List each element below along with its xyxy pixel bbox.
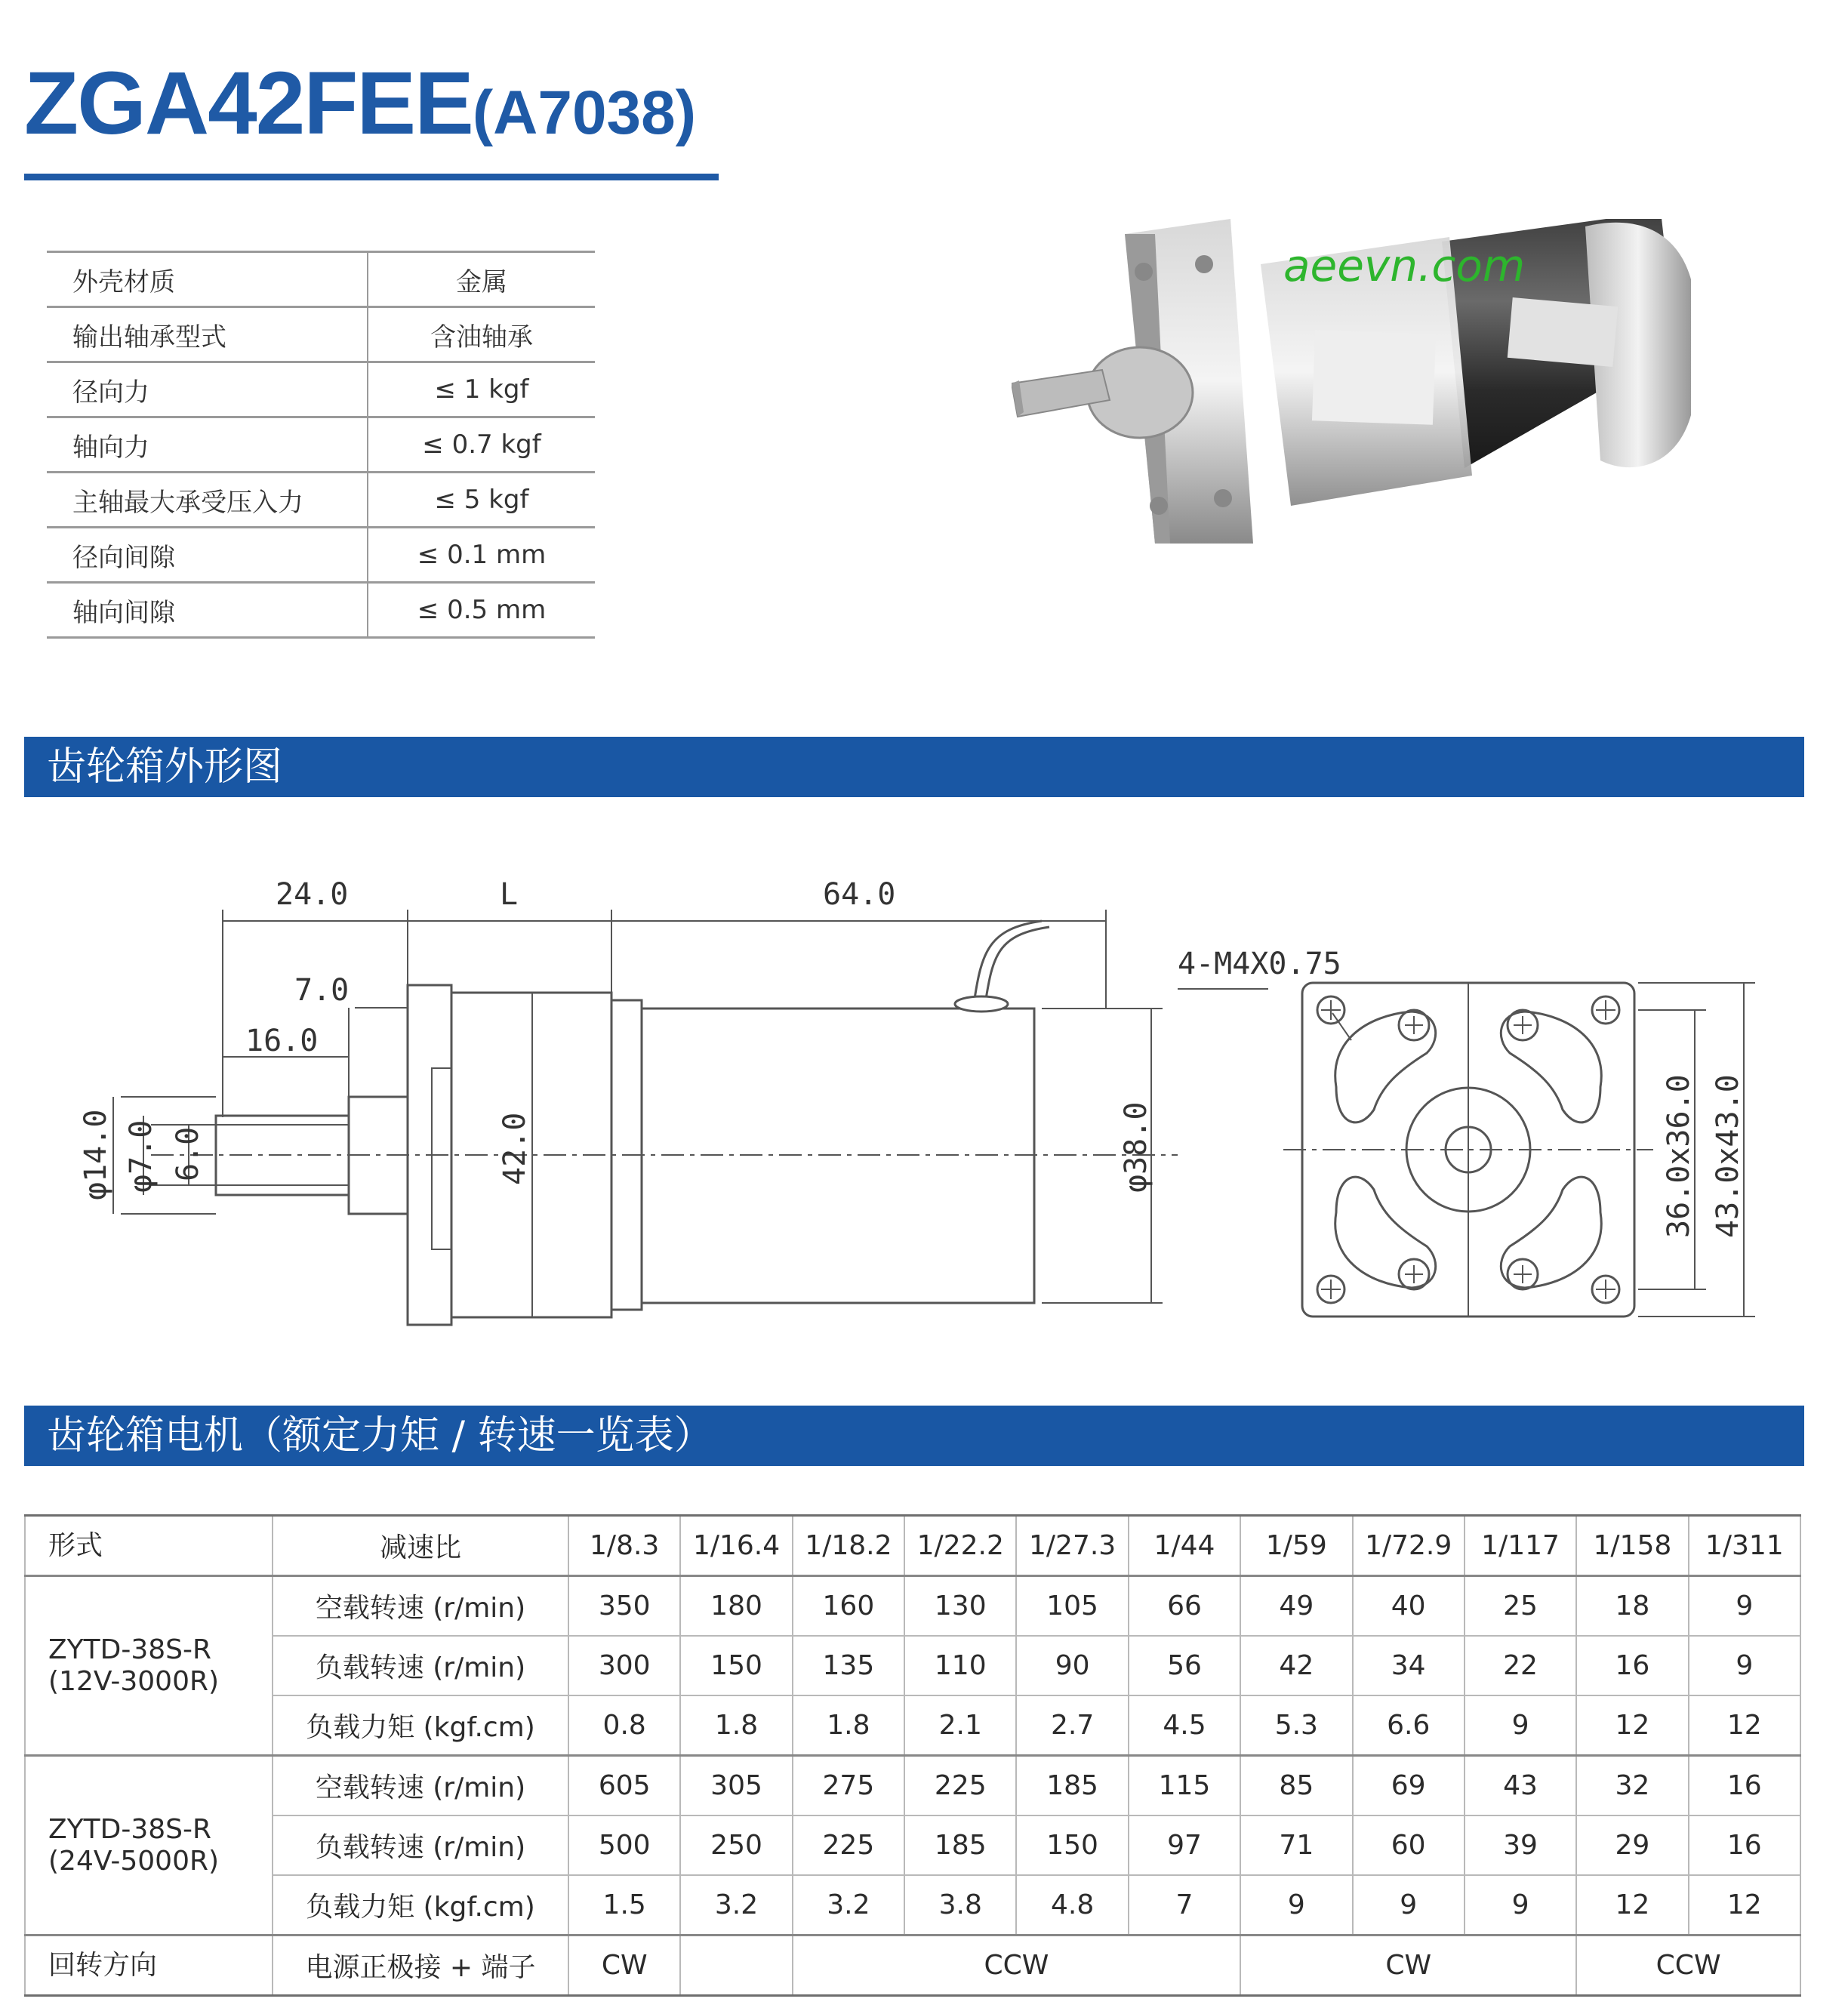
value-cell: 150 <box>1016 1815 1128 1875</box>
page-title <box>24 54 697 153</box>
value-cell: 2.1 <box>904 1695 1016 1756</box>
dim-36: 36.0x36.0 <box>1662 1074 1696 1238</box>
value-cell: 500 <box>568 1815 680 1875</box>
section-header-outline <box>24 737 1804 797</box>
row-label: 负载力矩 (kgf.cm) <box>273 1875 568 1936</box>
value-cell: 40 <box>1353 1576 1465 1637</box>
value-cell: 225 <box>793 1815 904 1875</box>
value-cell: 56 <box>1129 1636 1240 1695</box>
ratio-cell: 1/311 <box>1689 1516 1800 1576</box>
rotation-row <box>25 1936 1800 1996</box>
dim-42: 42.0 <box>497 1112 532 1185</box>
spec-key: 径向间隙 <box>47 528 368 583</box>
rotation-cell: CCW <box>793 1936 1240 1996</box>
dim-phi14: φ14.0 <box>79 1109 113 1200</box>
value-cell: 4.5 <box>1129 1695 1240 1756</box>
row-label: 负载力矩 (kgf.cm) <box>273 1695 568 1756</box>
value-cell: 29 <box>1576 1815 1688 1875</box>
section-title: 齿轮箱电机（额定力矩 / 转速一览表） <box>47 1413 713 1458</box>
value-cell: 3.2 <box>680 1875 792 1936</box>
value-cell: 275 <box>793 1756 904 1816</box>
value-cell: 7 <box>1129 1875 1240 1936</box>
value-cell: 69 <box>1353 1756 1465 1816</box>
value-cell: 9 <box>1465 1695 1576 1756</box>
dim-l: L <box>500 877 519 912</box>
value-cell: 1.8 <box>793 1695 904 1756</box>
value-cell: 9 <box>1689 1636 1800 1695</box>
value-cell: 49 <box>1240 1576 1352 1637</box>
spec-row <box>47 528 595 583</box>
value-cell: 22 <box>1465 1636 1576 1695</box>
table-row <box>25 1815 1800 1875</box>
section-header-table <box>24 1406 1804 1466</box>
spec-value: ≤ 0.7 kgf <box>368 417 595 473</box>
value-cell: 12 <box>1576 1695 1688 1756</box>
value-cell: 305 <box>680 1756 792 1816</box>
model-spec: (24V-5000R) <box>48 1845 220 1877</box>
ratio-cell: 1/27.3 <box>1016 1516 1128 1576</box>
dim-7: 7.0 <box>294 973 350 1008</box>
value-cell: 12 <box>1576 1875 1688 1936</box>
value-cell: 2.7 <box>1016 1695 1128 1756</box>
ratio-cell: 1/158 <box>1576 1516 1688 1576</box>
ratio-cell: 1/117 <box>1465 1516 1576 1576</box>
value-cell: 18 <box>1576 1576 1688 1637</box>
value-cell: 185 <box>1016 1756 1128 1816</box>
rotation-cell: CW <box>1240 1936 1576 1996</box>
dim-phi38: φ38.0 <box>1119 1101 1153 1193</box>
rotation-cell: CW <box>568 1936 680 1996</box>
spec-row <box>47 473 595 528</box>
ratio-cell: 1/18.2 <box>793 1516 904 1576</box>
ratio-cell: 1/8.3 <box>568 1516 680 1576</box>
row-label: 空载转速 (r/min) <box>273 1756 568 1816</box>
value-cell: 71 <box>1240 1815 1352 1875</box>
value-cell: 60 <box>1353 1815 1465 1875</box>
value-cell: 97 <box>1129 1815 1240 1875</box>
spec-value: ≤ 0.1 mm <box>368 528 595 583</box>
table-row <box>25 1756 1800 1816</box>
value-cell: 160 <box>793 1576 904 1637</box>
dim-24: 24.0 <box>276 877 349 912</box>
value-cell: 115 <box>1129 1756 1240 1816</box>
rotation-sub: 电源正极接 + 端子 <box>273 1936 568 1996</box>
table-row <box>25 1695 1800 1756</box>
value-cell: 0.8 <box>568 1695 680 1756</box>
value-cell: 39 <box>1465 1815 1576 1875</box>
ratio-cell: 1/22.2 <box>904 1516 1016 1576</box>
value-cell: 605 <box>568 1756 680 1816</box>
value-cell: 180 <box>680 1576 792 1637</box>
value-cell: 6.6 <box>1353 1695 1465 1756</box>
value-cell: 4.8 <box>1016 1875 1128 1936</box>
spec-value: 金属 <box>368 252 595 307</box>
dim-16: 16.0 <box>245 1024 319 1058</box>
value-cell: 85 <box>1240 1756 1352 1816</box>
model-name: ZYTD-38S-R <box>48 1813 212 1845</box>
model-cell <box>25 1756 273 1936</box>
value-cell: 43 <box>1465 1756 1576 1816</box>
value-cell: 16 <box>1689 1815 1800 1875</box>
ratio-cell: 1/44 <box>1129 1516 1240 1576</box>
spec-key: 主轴最大承受压入力 <box>47 473 368 528</box>
value-cell: 3.8 <box>904 1875 1016 1936</box>
value-cell: 90 <box>1016 1636 1128 1695</box>
spec-key: 径向力 <box>47 362 368 417</box>
value-cell: 9 <box>1689 1576 1800 1637</box>
spec-key: 轴向力 <box>47 417 368 473</box>
ratio-cell: 1/59 <box>1240 1516 1352 1576</box>
value-cell: 66 <box>1129 1576 1240 1637</box>
dim-43: 43.0x43.0 <box>1711 1074 1745 1238</box>
spec-value: ≤ 1 kgf <box>368 362 595 417</box>
model-cell <box>25 1576 273 1756</box>
value-cell: 150 <box>680 1636 792 1695</box>
table-row <box>25 1576 1800 1637</box>
value-cell: 12 <box>1689 1695 1800 1756</box>
value-cell: 350 <box>568 1576 680 1637</box>
value-cell: 1.8 <box>680 1695 792 1756</box>
spec-row <box>47 362 595 417</box>
spec-key: 外壳材质 <box>47 252 368 307</box>
value-cell: 25 <box>1465 1576 1576 1637</box>
value-cell: 16 <box>1689 1756 1800 1816</box>
table-row <box>25 1636 1800 1695</box>
spec-value: ≤ 5 kgf <box>368 473 595 528</box>
row-label: 负载转速 (r/min) <box>273 1815 568 1875</box>
spec-row <box>47 583 595 638</box>
rotation-label: 回转方向 <box>25 1936 273 1996</box>
rotation-cell: CCW <box>1576 1936 1800 1996</box>
value-cell: 42 <box>1240 1636 1352 1695</box>
value-cell: 1.5 <box>568 1875 680 1936</box>
spec-value: 含油轴承 <box>368 307 595 362</box>
model-name: ZYTD-38S-R <box>48 1634 212 1665</box>
spec-key: 轴向间隙 <box>47 583 368 638</box>
value-cell: 110 <box>904 1636 1016 1695</box>
value-cell: 105 <box>1016 1576 1128 1637</box>
value-cell: 9 <box>1465 1875 1576 1936</box>
spec-row <box>47 417 595 473</box>
value-cell: 16 <box>1576 1636 1688 1695</box>
value-cell: 185 <box>904 1815 1016 1875</box>
watermark: aeevn.com <box>1283 240 1526 291</box>
value-cell: 34 <box>1353 1636 1465 1695</box>
spec-key: 输出轴承型式 <box>47 307 368 362</box>
spec-row <box>47 252 595 307</box>
dim-64: 64.0 <box>823 877 896 912</box>
performance-table <box>24 1514 1801 1997</box>
value-cell: 300 <box>568 1636 680 1695</box>
title-underline <box>24 174 719 180</box>
model-code: (A7038) <box>472 79 697 147</box>
value-cell: 3.2 <box>793 1875 904 1936</box>
value-cell: 225 <box>904 1756 1016 1816</box>
value-cell: 135 <box>793 1636 904 1695</box>
outline-drawing <box>0 838 1848 1366</box>
section-title: 齿轮箱外形图 <box>47 744 283 790</box>
value-cell: 12 <box>1689 1875 1800 1936</box>
dim-screw: 4-M4X0.75 <box>1178 947 1341 981</box>
dim-6: 6.0 <box>171 1126 205 1181</box>
value-cell: 32 <box>1576 1756 1688 1816</box>
value-cell: 5.3 <box>1240 1695 1352 1756</box>
table-header-row <box>25 1516 1800 1576</box>
value-cell: 250 <box>680 1815 792 1875</box>
rotation-cell <box>680 1936 792 1996</box>
model-name: ZGA42FEE <box>24 54 473 153</box>
model-spec: (12V-3000R) <box>48 1665 220 1697</box>
spec-value: ≤ 0.5 mm <box>368 583 595 638</box>
dim-phi7: φ7.0 <box>124 1119 159 1193</box>
row-label: 空载转速 (r/min) <box>273 1576 568 1637</box>
spec-row <box>47 307 595 362</box>
spec-table <box>47 251 595 639</box>
value-cell: 9 <box>1240 1875 1352 1936</box>
table-row <box>25 1875 1800 1936</box>
ratio-cell: 1/16.4 <box>680 1516 792 1576</box>
row-label: 负载转速 (r/min) <box>273 1636 568 1695</box>
ratio-cell: 1/72.9 <box>1353 1516 1465 1576</box>
value-cell: 130 <box>904 1576 1016 1637</box>
value-cell: 9 <box>1353 1875 1465 1936</box>
header-ratio: 减速比 <box>273 1516 568 1576</box>
header-type: 形式 <box>25 1516 273 1576</box>
